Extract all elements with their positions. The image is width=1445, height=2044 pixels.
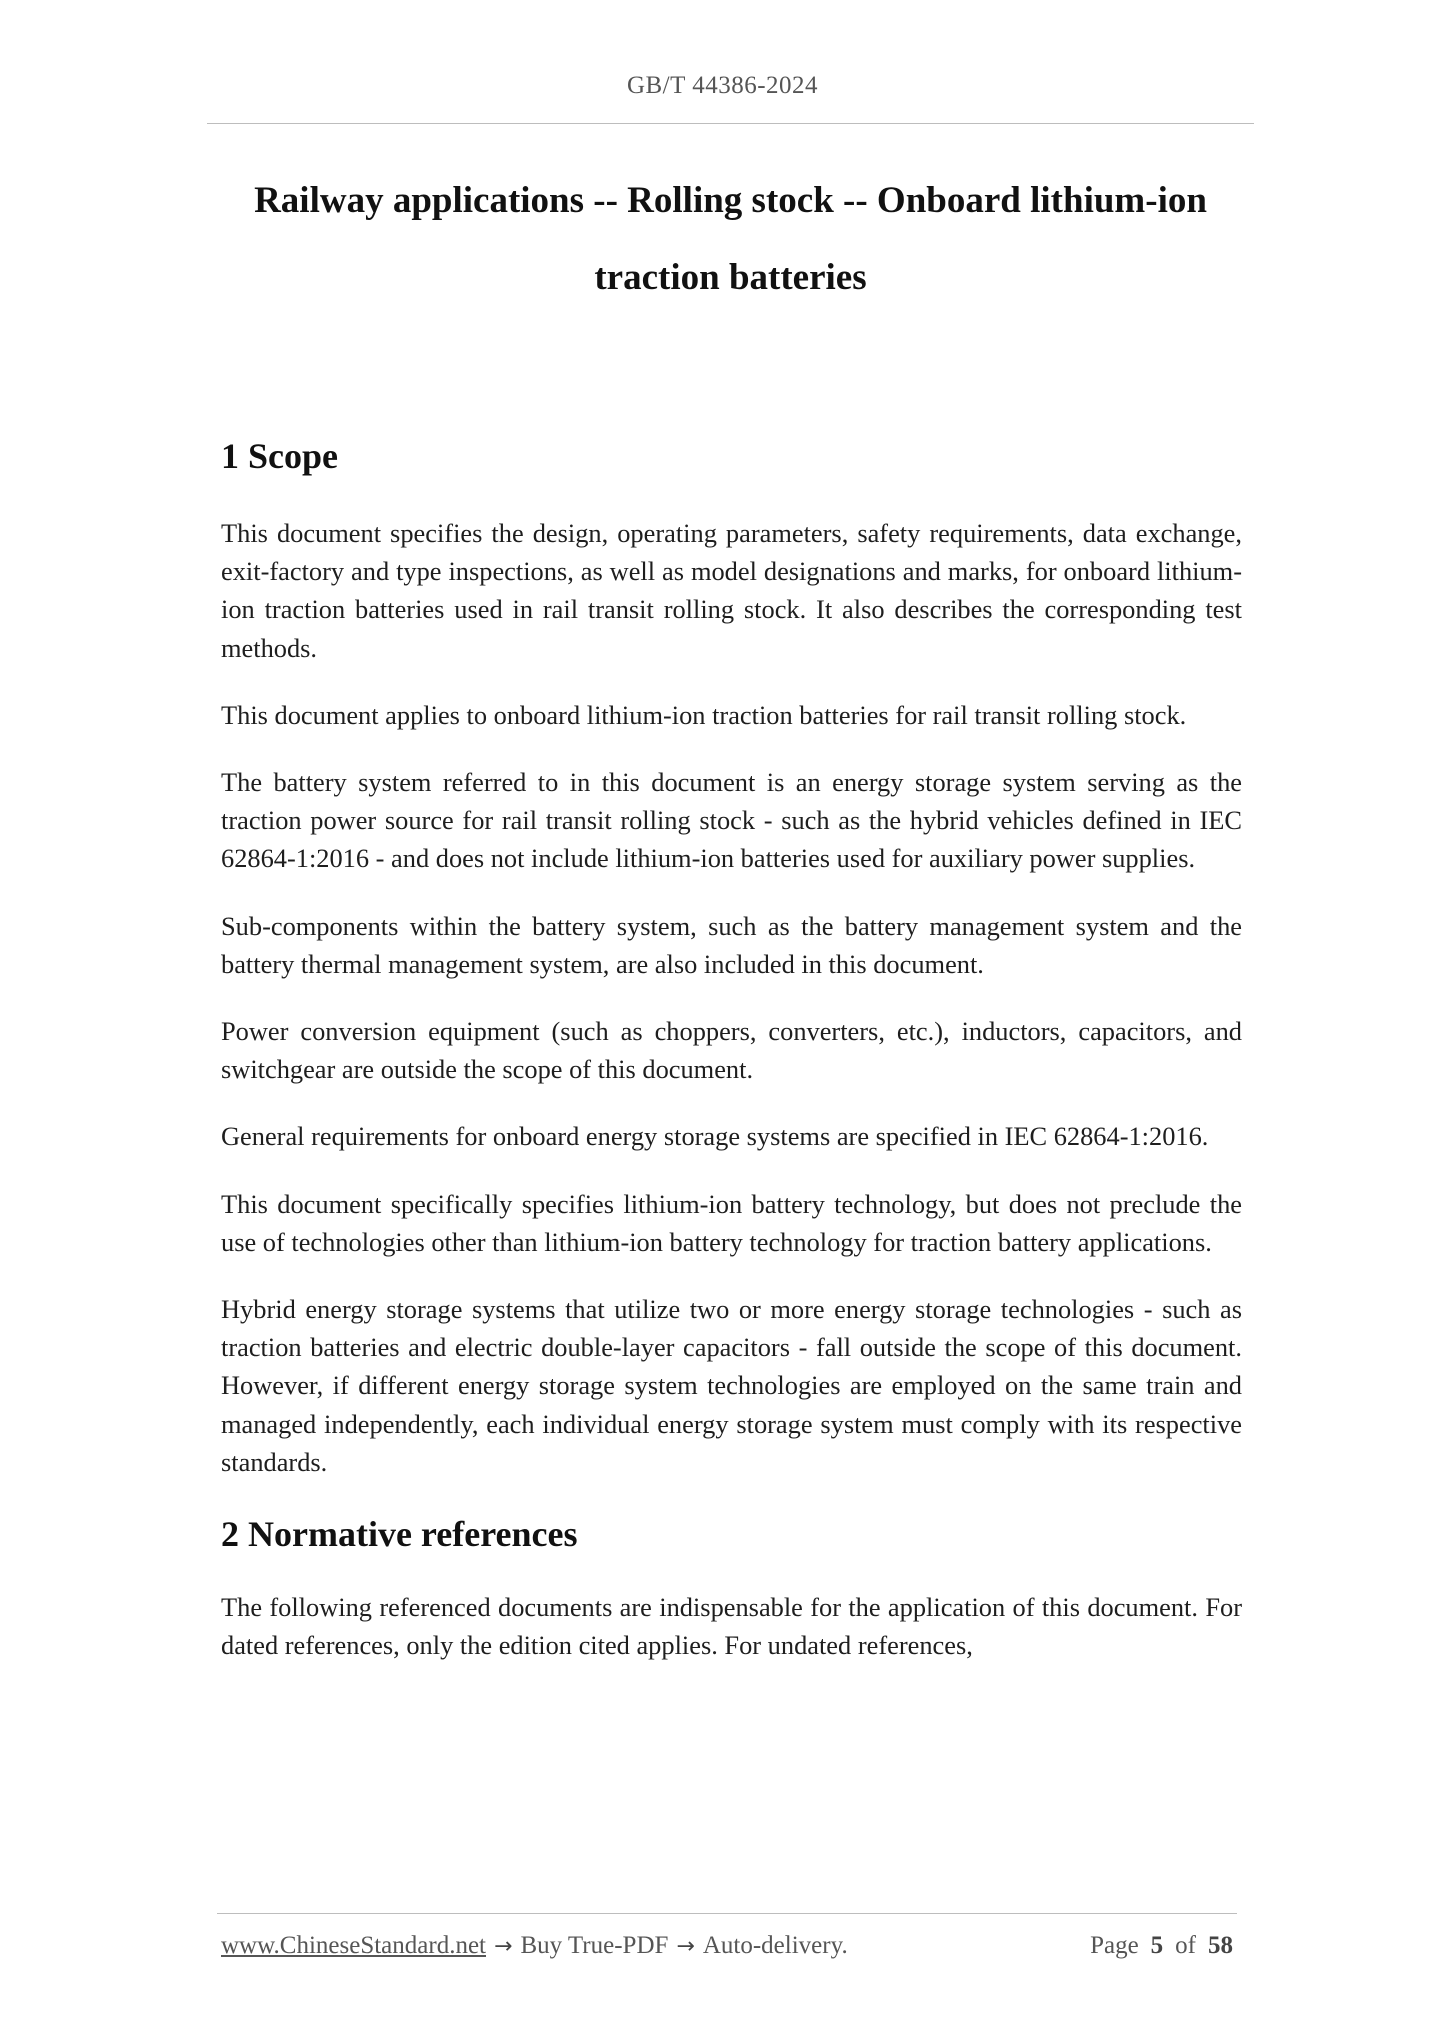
section-scope [221,432,1242,1481]
paragraph: The following referenced documents are indispensable for the application of this document. For dated references, only the edition cited applies. For undated references, [221,1592,1242,1661]
document-body [221,420,1242,1693]
page-current: 5 [1150,1932,1164,1959]
section-heading: 2 Normative references [221,1514,578,1555]
page-number [1090,1932,1233,1960]
paragraph: Hybrid energy storage systems that utilize two or more energy storage technologies - such as traction batteries and electric double-layer capacitors - fall outside the scope of this document. However, if different energy storage system technologies are employed on the same train and managed independently, each individual energy storage system must comply with its respective standards. [221,1294,1242,1477]
paragraph: General requirements for onboard energy storage systems are specified in IEC 62864-1:2016. [221,1121,1209,1152]
document-title-line-2: traction batteries [594,257,867,298]
buy-true-pdf-text: Buy True-PDF [520,1932,669,1959]
auto-delivery-text: Auto-delivery. [702,1932,848,1959]
paragraph: Power conversion equipment (such as choppers, converters, etc.), inductors, capacitors, and switchgear are outside the scope of this document. [221,1016,1242,1085]
site-link[interactable]: www.ChineseStandard.net [221,1932,486,1959]
page-total: 58 [1208,1932,1233,1959]
paragraph: This document specifies the design, operating parameters, safety requirements, data exchange, exit-factory and type inspections, as well as model designations and marks, for onboard lithium-ion traction batteries used in rail transit rolling stock. It also describes the corresponding test methods. [221,518,1242,663]
right-arrow-icon: → [494,1934,513,1959]
page-footer [221,1932,1233,1960]
header-doc-code: GB/T 44386-2024 [626,72,819,99]
document-title [207,162,1254,316]
section-normative-references [221,1510,1242,1664]
of-label: of [1175,1932,1196,1959]
paragraph: Sub-components within the battery system, such as the battery management system and the battery thermal management system, are also included in this document. [221,910,1242,979]
document-title-line-1: Railway applications -- Rolling stock -- Onboard lithium-ion [254,180,1207,221]
right-arrow-icon: → [676,1934,695,1959]
paragraph: The battery system referred to in this document is an energy storage system serving as the traction power source for rail transit rolling stock - such as the hybrid vehicles defined in IEC 62864-1:2016 - and does not include lithium-ion batteries used for auxiliary power supplies. [221,767,1242,874]
section-heading: 1 Scope [221,436,338,476]
paragraph: This document specifically specifies lithium-ion battery technology, but does not preclude the use of technologies other than lithium-ion battery technology for traction battery applications. [221,1188,1242,1257]
footer-divider [217,1913,1237,1914]
paragraph: This document applies to onboard lithium-ion traction batteries for rail transit rolling stock. [221,699,1187,730]
header-divider [207,123,1254,124]
page-label: Page [1090,1932,1139,1959]
footer-promo [221,1932,848,1960]
